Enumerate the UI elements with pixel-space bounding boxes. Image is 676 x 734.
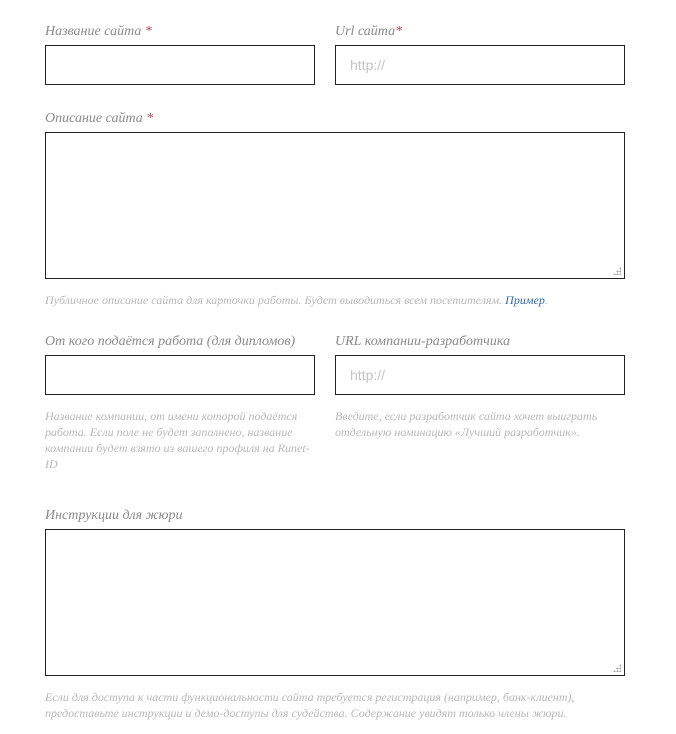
site-url-input[interactable] bbox=[335, 45, 625, 85]
submitter-input[interactable] bbox=[45, 355, 315, 395]
site-description-label: Описание сайта * bbox=[45, 111, 154, 126]
site-name-label: Название сайта * bbox=[45, 24, 152, 39]
submitter-label: От кого подаётся работа (для дипломов) bbox=[45, 334, 296, 349]
jury-instructions-hint: Если для доступа к части функциональности сайта требуется регистрация (например, банк-клиент), предоставьте инструкции и демо-доступы для судейства. Содержание увидят только члены жюри. bbox=[45, 690, 575, 720]
resize-grip-icon[interactable] bbox=[613, 664, 621, 672]
required-mark: * bbox=[144, 24, 152, 39]
jury-instructions-label: Инструкции для жюри bbox=[45, 508, 183, 523]
site-description-hint: Публичное описание сайта для карточки работы. Будет выводиться всем посетителям. Пример. bbox=[45, 293, 548, 307]
required-mark: * bbox=[395, 24, 403, 39]
required-mark: * bbox=[146, 111, 154, 126]
example-link[interactable]: Пример bbox=[505, 293, 545, 307]
submitter-hint: Название компании, от имени которой подаётся работа. Если поле не будет заполнено, название компании будет взято из вашего профиля на Runet-ID bbox=[45, 409, 310, 471]
jury-instructions-textarea[interactable] bbox=[45, 529, 625, 676]
developer-url-input[interactable] bbox=[335, 355, 625, 395]
resize-grip-icon[interactable] bbox=[613, 267, 621, 275]
developer-url-hint: Введите, если разработчик сайта хочет выиграть отдельную номинацию «Лучший разработчик». bbox=[335, 409, 598, 439]
developer-url-label: URL компании-разработчика bbox=[335, 334, 511, 349]
site-description-textarea[interactable] bbox=[45, 132, 625, 279]
site-name-input[interactable] bbox=[45, 45, 315, 85]
site-url-label: Url сайта* bbox=[335, 24, 403, 39]
